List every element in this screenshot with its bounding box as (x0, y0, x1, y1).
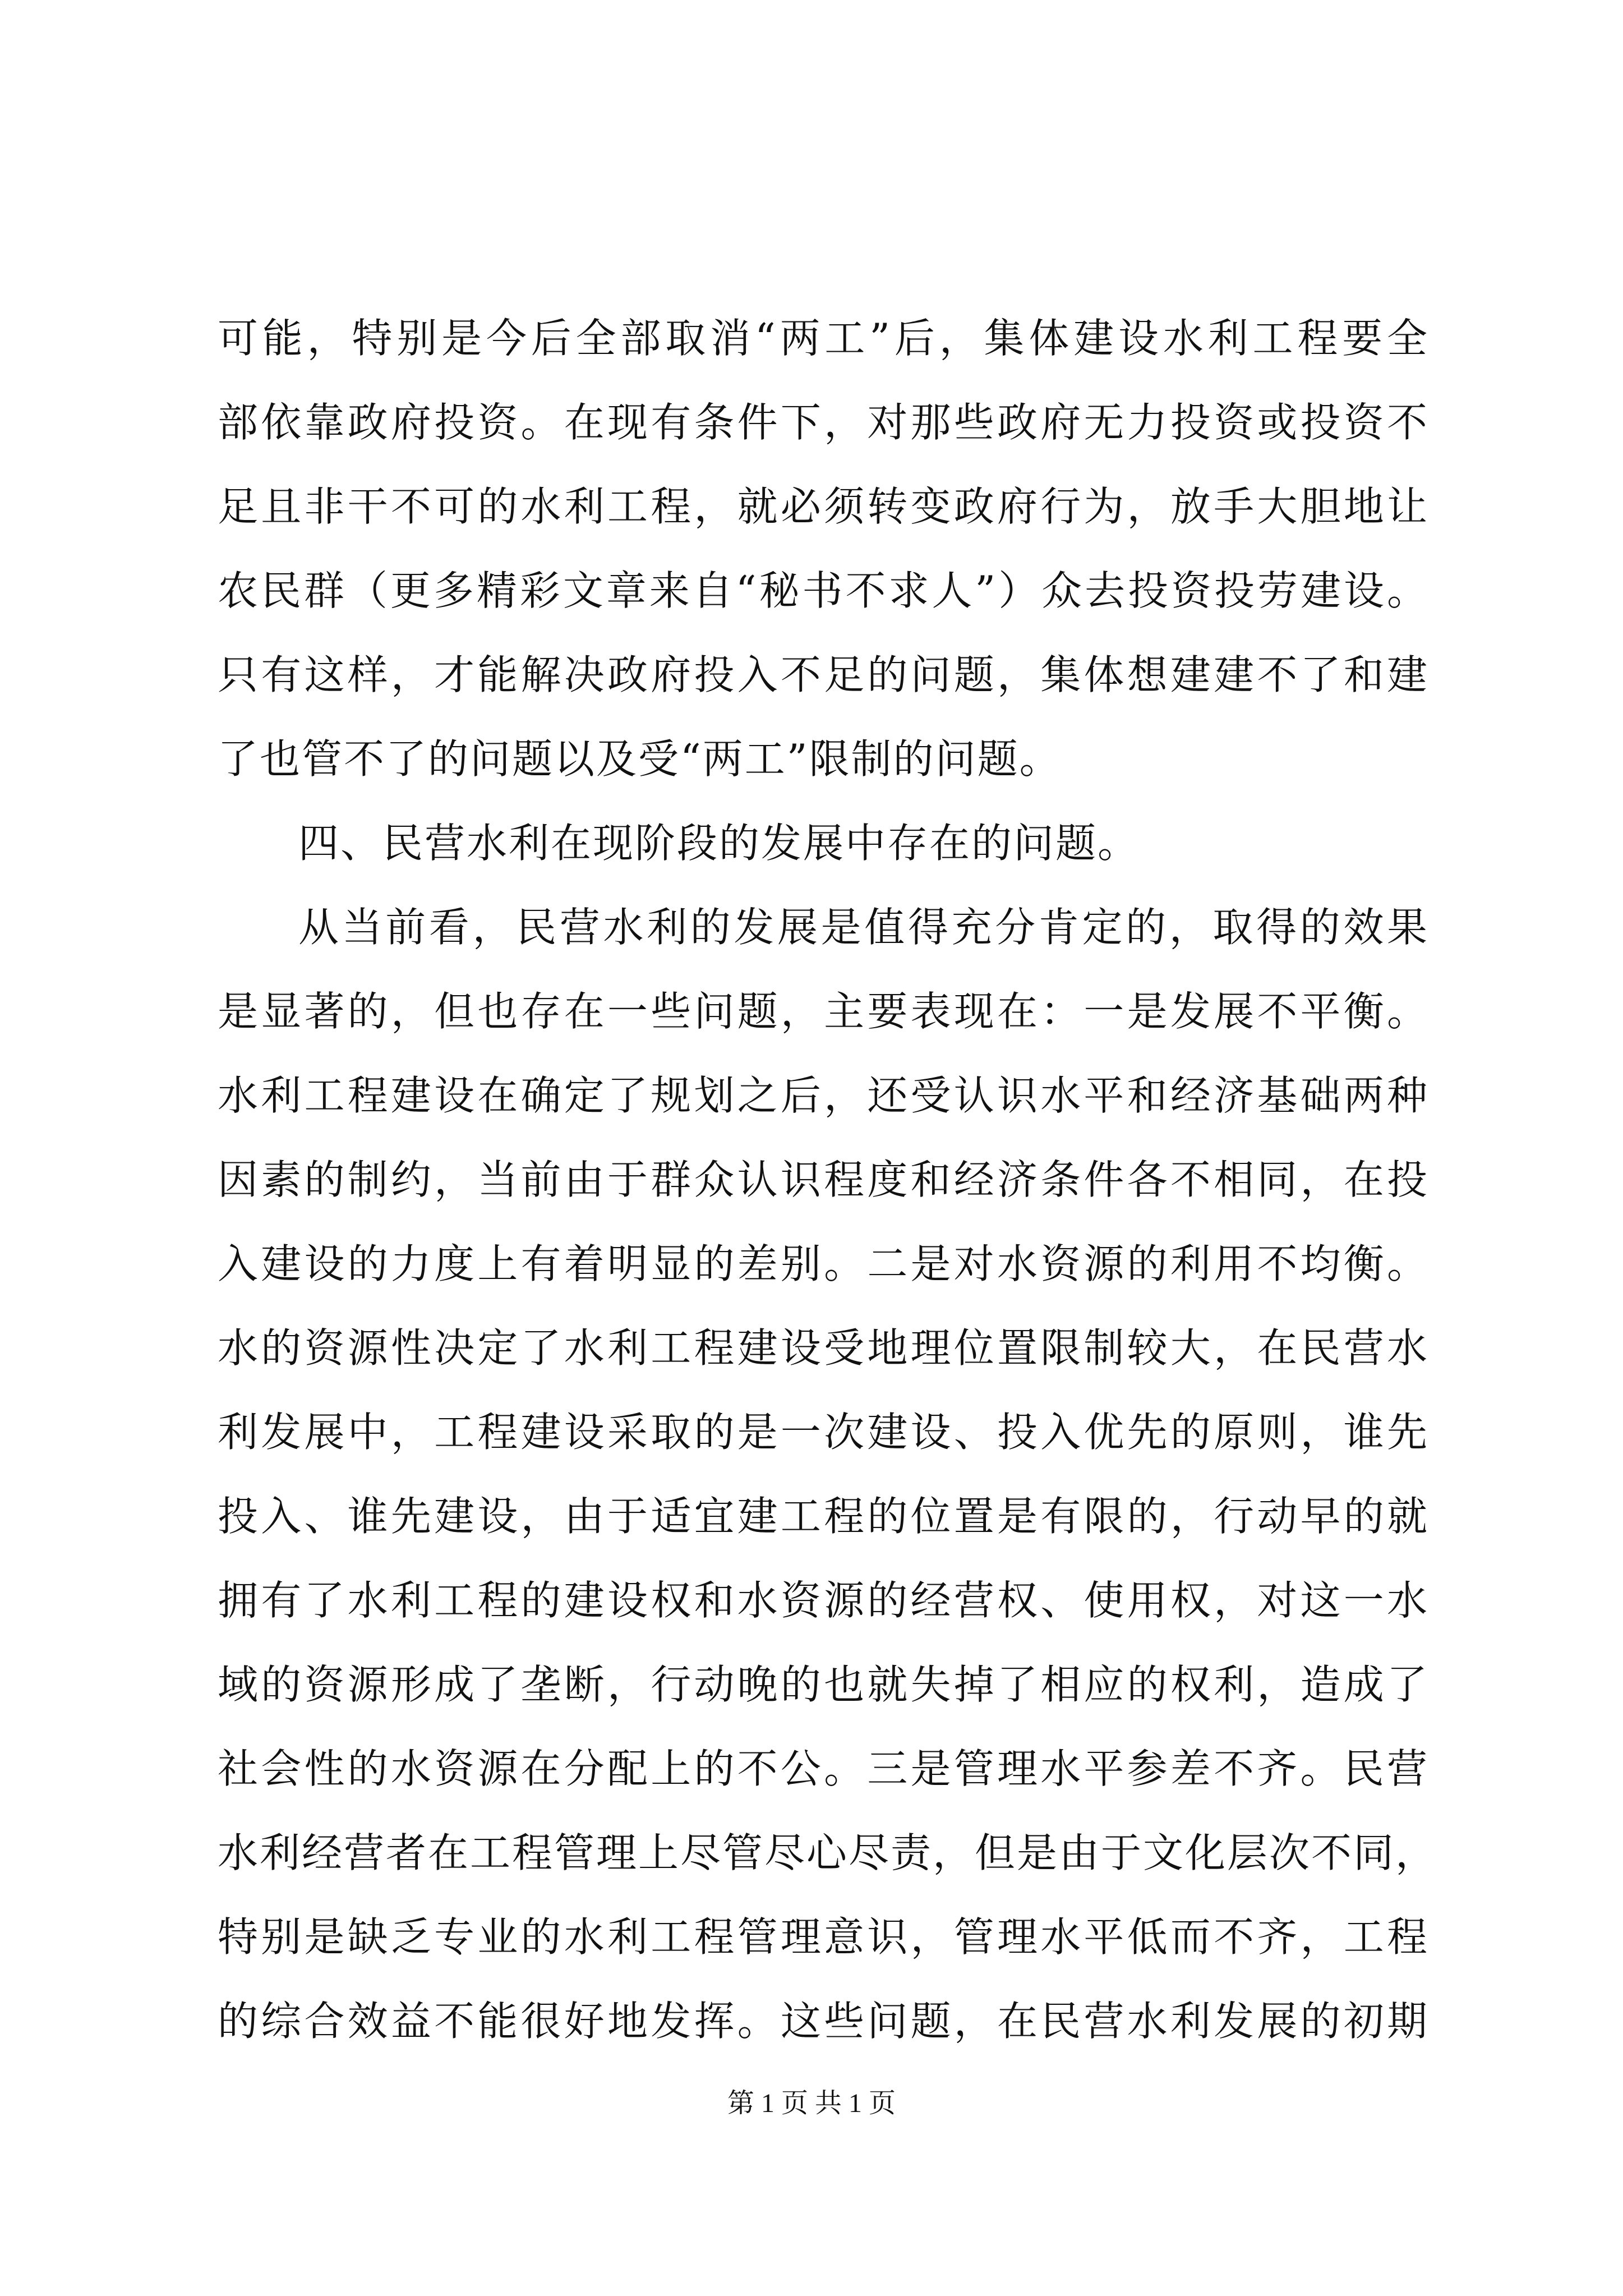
text-line: 社会性的水资源在分配上的不公。三是管理水平参差不齐。民营 (218, 1745, 1429, 1792)
text-line: 水利工程建设在确定了规划之后，还受认识水平和经济基础两种 (218, 1072, 1429, 1119)
text-line: 足且非干不可的水利工程，就必须转变政府行为，放手大胆地让 (218, 483, 1429, 530)
text-line: 拥有了水利工程的建设权和水资源的经营权、使用权，对这一水 (218, 1577, 1429, 1624)
text-line: 特别是缺乏专业的水利工程管理意识，管理水平低而不齐，工程 (218, 1913, 1429, 1961)
text-line: 部依靠政府投资。在现有条件下，对那些政府无力投资或投资不 (218, 399, 1429, 446)
text-line: 农民群（更多精彩文章来自“秘书不求人”）众去投资投劳建设。 (218, 567, 1429, 614)
text-line: 的综合效益不能很好地发挥。这些问题，在民营水利发展的初期 (218, 1998, 1429, 2045)
text-line: 水的资源性决定了水利工程建设受地理位置限制较大，在民营水 (218, 1324, 1429, 1372)
section-heading: 四、民营水利在现阶段的发展中存在的问题。 (298, 820, 1140, 867)
text-line: 只有这样，才能解决政府投入不足的问题，集体想建建不了和建 (218, 651, 1429, 698)
text-line: 利发展中，工程建设采取的是一次建设、投入优先的原则，谁先 (218, 1409, 1429, 1456)
text-line: 可能，特别是今后全部取消“两工”后，集体建设水利工程要全 (218, 315, 1429, 362)
text-line: 从当前看，民营水利的发展是值得充分肯定的，取得的效果 (298, 904, 1429, 951)
text-line: 投入、谁先建设，由于适宜建工程的位置是有限的，行动早的就 (218, 1493, 1429, 1540)
text-line: 水利经营者在工程管理上尽管尽心尽责，但是由于文化层次不同， (218, 1829, 1438, 1876)
document-body (218, 296, 1438, 2063)
text-line: 是显著的，但也存在一些问题，主要表现在：一是发展不平衡。 (218, 988, 1429, 1035)
text-line: 入建设的力度上有着明显的差别。二是对水资源的利用不均衡。 (218, 1240, 1429, 1287)
text-line: 了也管不了的问题以及受“两工”限制的问题。 (218, 735, 1062, 783)
text-line: 因素的制约，当前由于群众认识程度和经济条件各不相同，在投 (218, 1156, 1429, 1203)
text-line: 域的资源形成了垄断，行动晚的也就失掉了相应的权利，造成了 (218, 1661, 1429, 1708)
page-footer: 第 1 页 共 1 页 (727, 2088, 896, 2118)
